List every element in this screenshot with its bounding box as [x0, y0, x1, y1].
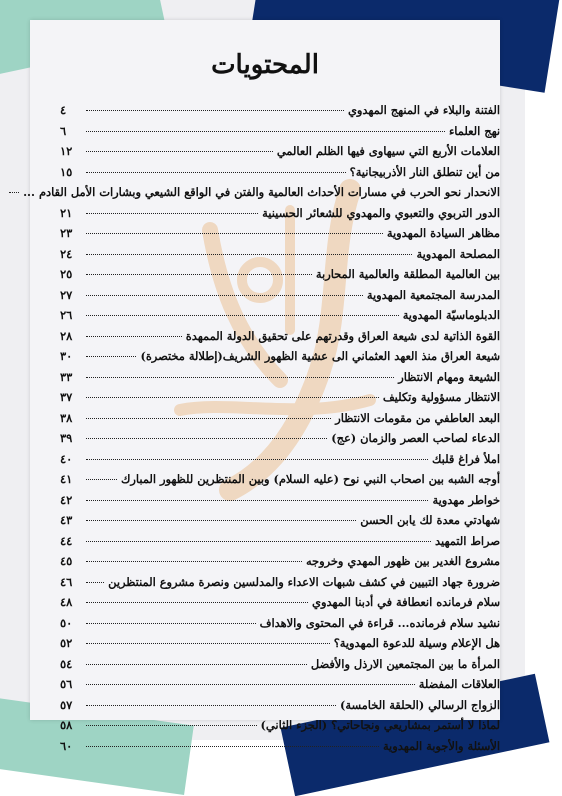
toc-entry-page: ٢٦ — [60, 308, 73, 322]
toc-leader-dots — [86, 397, 379, 398]
toc-entry-page: ٤٢ — [60, 492, 73, 507]
toc-leader-dots — [86, 459, 428, 460]
toc-entry[interactable] — [60, 452, 500, 473]
toc-entry[interactable] — [60, 124, 500, 145]
toc-leader-dots — [86, 479, 117, 480]
toc-leader-dots — [86, 746, 379, 747]
toc-leader-dots — [86, 725, 257, 726]
toc-entry[interactable] — [60, 226, 500, 247]
toc-entry-title: الدور التربوي والتعبوي والمهدوي للشعائر الحسينية — [262, 205, 500, 220]
toc-entry[interactable] — [60, 739, 500, 760]
toc-entry-title: املأ فراغ قلبك — [432, 451, 500, 466]
toc-leader-dots — [86, 418, 331, 419]
toc-entry-title: لماذا لا أستمر بمشاريعي ونجاحاتي؟ (الجزء الثاني) — [260, 718, 500, 732]
toc-leader-dots — [86, 254, 412, 255]
toc-entry-page: ٣٣ — [60, 369, 73, 384]
toc-entry-page: ٥٢ — [60, 636, 73, 650]
toc-entry-page: ٤ — [60, 103, 67, 117]
toc-entry-title: المصلحة المهدوية — [416, 246, 500, 261]
toc-entry[interactable] — [60, 677, 500, 698]
toc-entry[interactable] — [60, 329, 500, 350]
toc-entry[interactable] — [60, 513, 500, 534]
toc-entry-page: ٢٨ — [60, 328, 73, 343]
toc-entry[interactable] — [60, 554, 500, 575]
toc-entry-page: ٤٦ — [60, 574, 73, 589]
toc-leader-dots — [86, 705, 336, 706]
toc-entry[interactable] — [60, 103, 500, 124]
toc-leader-dots — [86, 151, 273, 152]
toc-entry-title: الدعاء لصاحب العصر والزمان (عج) — [331, 431, 500, 445]
toc-entry-title: الدبلوماسيّة المهدوية — [402, 308, 500, 322]
toc-leader-dots — [86, 377, 394, 378]
toc-entry[interactable] — [60, 431, 500, 452]
toc-entry-page: ٤٥ — [60, 554, 73, 568]
toc-entry-title: الزواج الرسالي (الحلقة الخامسة) — [340, 697, 500, 712]
toc-entry-title: العلامات الأربع التي سيهاوى فيها الظلم العالمي — [276, 144, 500, 158]
toc-entry-title: صراط التمهيد — [435, 533, 500, 548]
toc-entry-page: ٣٧ — [60, 390, 73, 404]
toc-entry-page: ٥٠ — [60, 615, 73, 630]
toc-entry-title: خواطر مهدوية — [432, 492, 500, 507]
toc-entry-page: ٦٠ — [60, 738, 73, 753]
toc-entry[interactable] — [60, 288, 500, 309]
toc-entry[interactable] — [60, 575, 500, 596]
toc-entry-page: ٥٦ — [60, 677, 73, 691]
toc-entry-page: ٥٤ — [60, 656, 73, 671]
toc-entry[interactable] — [60, 370, 500, 391]
toc-entry-title: سلام فرمانده انعطافة في أدبنا المهدوي — [312, 595, 500, 609]
toc-leader-dots — [9, 192, 19, 193]
toc-entry[interactable] — [60, 349, 500, 370]
toc-entry-page: ١٥ — [60, 164, 73, 179]
toc-entry-title: نهج العلماء — [448, 123, 500, 138]
toc-entry-title: ضرورة جهاد التبيين في كشف شبهات الاعداء والمدلسين ونصرة مشروع المنتظرين — [108, 574, 500, 589]
toc-leader-dots — [86, 172, 346, 173]
toc-leader-dots — [86, 684, 415, 685]
toc-leader-dots — [86, 520, 356, 521]
toc-leader-dots — [86, 623, 256, 624]
toc-entry-page: ٤١ — [60, 472, 73, 486]
toc-entry[interactable] — [23, 185, 500, 206]
toc-leader-dots — [86, 664, 307, 665]
toc-entry[interactable] — [60, 267, 500, 288]
toc-entry-page: ٢٣ — [60, 226, 73, 240]
toc-entry[interactable] — [60, 698, 500, 719]
toc-entry-page: ٣٠ — [60, 349, 73, 363]
toc-leader-dots — [86, 438, 327, 439]
toc-entry-title: الانتظار مسؤولية وتكليف — [382, 390, 500, 404]
toc-entry[interactable] — [60, 534, 500, 555]
toc-entry[interactable] — [60, 308, 500, 329]
toc-entry-title: المدرسة المجتمعية المهدوية — [366, 287, 500, 302]
toc-leader-dots — [86, 500, 428, 501]
toc-entry[interactable] — [60, 493, 500, 514]
toc-entry[interactable] — [60, 472, 500, 493]
toc-entry-page: ١٢ — [60, 144, 73, 158]
toc-entry-page: ٤٠ — [60, 451, 73, 466]
toc-leader-dots — [86, 541, 431, 542]
toc-leader-dots — [86, 315, 399, 316]
toc-entry[interactable] — [60, 718, 500, 739]
toc-entry-title: بين العالمية المطلقة والعالمية المحاربة — [315, 267, 500, 281]
toc-entry-title: شيعة العراق منذ العهد العثماني الى عشية الظهور الشريف(إطلالة مختصرة) — [140, 349, 500, 363]
toc-entry-page: ٢١ — [60, 205, 73, 220]
toc-entry-title: الأسئلة والأجوبة المهدوية — [382, 738, 500, 753]
toc-entry-title: مظاهر السيادة المهدوية — [386, 226, 500, 240]
toc-entry-page: ٣٩ — [60, 431, 73, 445]
toc-leader-dots — [86, 582, 104, 583]
toc-entry-page: ٥٨ — [60, 718, 73, 732]
document-sheet — [23, 20, 500, 753]
toc-entry[interactable] — [60, 657, 500, 678]
toc-entry-title: القوة الذاتية لدى شيعة العراق وقدرتهم على تحقيق الدولة الممهدة — [185, 328, 500, 343]
toc-entry-page: ٦ — [60, 123, 67, 138]
toc-entry-title: شهادتي معدة لك يابن الحسن — [360, 513, 500, 527]
toc-entry[interactable] — [60, 247, 500, 268]
toc-entry-page — [0, 185, 5, 199]
toc-entry-page: ٤٣ — [60, 513, 73, 527]
toc-entry-title: نشيد سلام فرمانده... قراءة في المحتوى والاهداف — [259, 615, 500, 630]
toc-leader-dots — [86, 110, 344, 111]
toc-entry[interactable] — [60, 636, 500, 657]
toc-entry-page: ٤٤ — [60, 533, 73, 548]
table-of-contents — [23, 103, 500, 759]
toc-entry-title: الشيعة ومهام الانتظار — [398, 369, 500, 384]
toc-entry[interactable] — [60, 144, 500, 165]
toc-entry[interactable] — [60, 616, 500, 637]
toc-leader-dots — [86, 561, 302, 562]
toc-leader-dots — [86, 336, 182, 337]
toc-entry-title: الانحدار نحو الحرب في مسارات الأحداث العالمية والفتن في الواقع الشيعي وبشارات الأمل القادم ... — [23, 185, 500, 199]
toc-entry-page: ٢٤ — [60, 246, 73, 261]
toc-leader-dots — [86, 602, 308, 603]
toc-entry-title: الفتنة والبلاء في المنهج المهدوي — [347, 103, 500, 117]
page-title: المحتويات — [211, 50, 319, 80]
toc-entry-title: أوجه الشبه بين اصحاب النبي نوح (عليه السلام) وبين المنتظرين للظهور المبارك — [121, 472, 500, 486]
toc-leader-dots — [86, 643, 330, 644]
toc-entry-page: ٢٥ — [60, 267, 73, 281]
toc-entry-page: ٥٧ — [60, 697, 73, 712]
toc-entry-title: البعد العاطفي من مقومات الانتظار — [335, 410, 500, 425]
toc-entry-title: من أين تنطلق النار الأذربيجانية؟ — [349, 164, 500, 179]
toc-leader-dots — [86, 356, 136, 357]
toc-entry[interactable] — [60, 390, 500, 411]
toc-entry-title: هل الإعلام وسيلة للدعوة المهدوية؟ — [333, 636, 500, 650]
toc-entry-page: ٢٧ — [60, 287, 73, 302]
toc-leader-dots — [86, 131, 445, 132]
toc-leader-dots — [86, 213, 258, 214]
toc-entry-title: العلاقات المفضلة — [418, 677, 500, 691]
toc-entry[interactable] — [60, 411, 500, 432]
toc-leader-dots — [86, 274, 312, 275]
toc-entry-page: ٣٨ — [60, 410, 73, 425]
toc-entry-title: المرأة ما بين المجتمعين الارذل والأفضل — [310, 656, 500, 671]
toc-leader-dots — [86, 295, 363, 296]
toc-entry[interactable] — [60, 165, 500, 186]
toc-entry[interactable] — [60, 206, 500, 227]
toc-entry-page: ٤٨ — [60, 595, 73, 609]
toc-leader-dots — [86, 233, 383, 234]
toc-entry[interactable] — [60, 595, 500, 616]
toc-entry-title: مشروع الغدير بين ظهور المهدي وخروجه — [305, 554, 500, 568]
